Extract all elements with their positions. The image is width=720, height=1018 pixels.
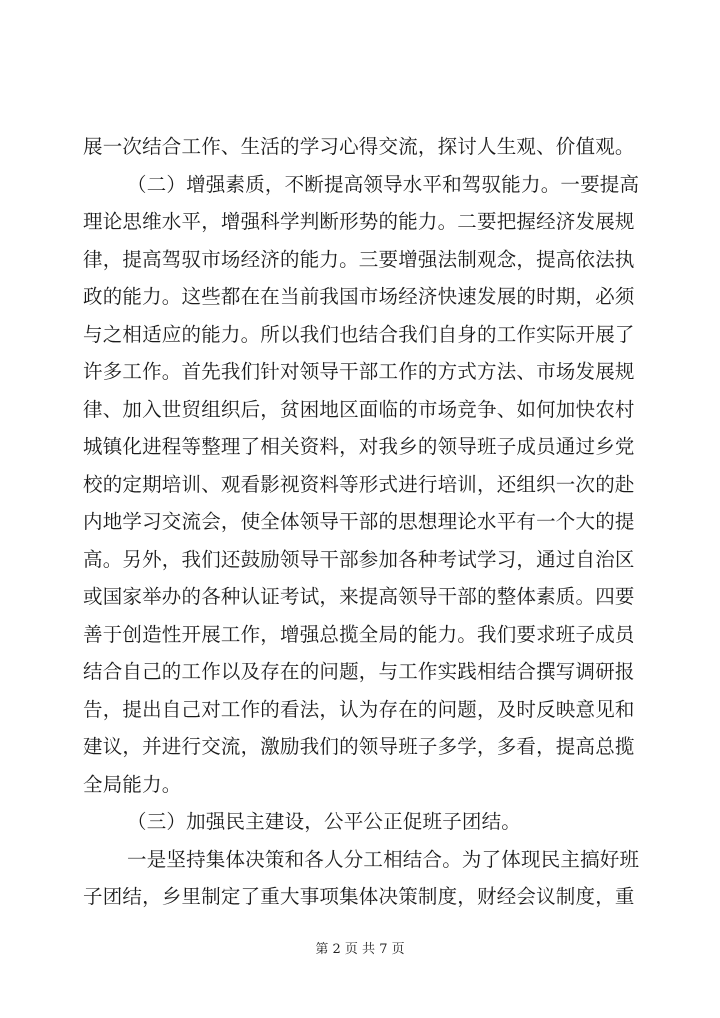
text-line: 律，提高驾驭市场经济的能力。三要增强法制观念，提高依法执 bbox=[83, 247, 635, 271]
page-number-footer: 第 2 页 共 7 页 bbox=[315, 942, 405, 957]
text-line: 许多工作。首先我们针对领导干部工作的方式方法、市场发展规 bbox=[83, 360, 635, 383]
text-line-section-heading: （二）增强素质，不断提高领导水平和驾驭能力。一要提高 bbox=[127, 172, 640, 196]
text-line: 理论思维水平，增强科学判断形势的能力。二要把握经济发展规 bbox=[83, 210, 635, 233]
text-line: 律、加入世贸组织后，贫困地区面临的市场竞争、如何加快农村 bbox=[83, 397, 635, 421]
text-line-paragraph-start: 一是坚持集体决策和各人分工相结合。为了体现民主搞好班 bbox=[127, 847, 640, 871]
text-line-section-heading: （三）加强民主建设，公平公正促班子团结。 bbox=[127, 810, 522, 833]
text-line: 与之相适应的能力。所以我们也结合我们自身的工作实际开展了 bbox=[83, 322, 635, 346]
text-line: 校的定期培训、观看影视资料等形式进行培训，还组织一次的赴 bbox=[83, 472, 635, 496]
text-line: 或国家举办的各种认证考试，来提高领导干部的整体素质。四要 bbox=[83, 585, 635, 608]
text-line: 建议，并进行交流，激励我们的领导班子多学，多看，提高总揽 bbox=[83, 735, 635, 758]
text-line: 展一次结合工作、生活的学习心得交流，探讨人生观、价值观。 bbox=[83, 135, 635, 158]
text-line: 内地学习交流会，使全体领导干部的思想理论水平有一个大的提 bbox=[83, 510, 635, 533]
body-text bbox=[83, 128, 643, 916]
text-line: 告，提出自己对工作的看法，认为存在的问题，及时反映意见和 bbox=[83, 697, 635, 721]
text-line: 子团结，乡里制定了重大事项集体决策制度，财经会议制度，重 bbox=[83, 885, 635, 908]
text-line: 高。另外，我们还鼓励领导干部参加各种考试学习，通过自治区 bbox=[83, 547, 635, 571]
text-line: 全局能力。 bbox=[83, 772, 182, 796]
text-line: 城镇化进程等整理了相关资料，对我乡的领导班子成员通过乡党 bbox=[83, 435, 635, 458]
text-line: 善于创造性开展工作，增强总揽全局的能力。我们要求班子成员 bbox=[83, 622, 635, 646]
text-line: 政的能力。这些都在在当前我国市场经济快速发展的时期，必须 bbox=[83, 285, 635, 308]
text-line: 结合自己的工作以及存在的问题，与工作实践相结合撰写调研报 bbox=[83, 660, 635, 683]
